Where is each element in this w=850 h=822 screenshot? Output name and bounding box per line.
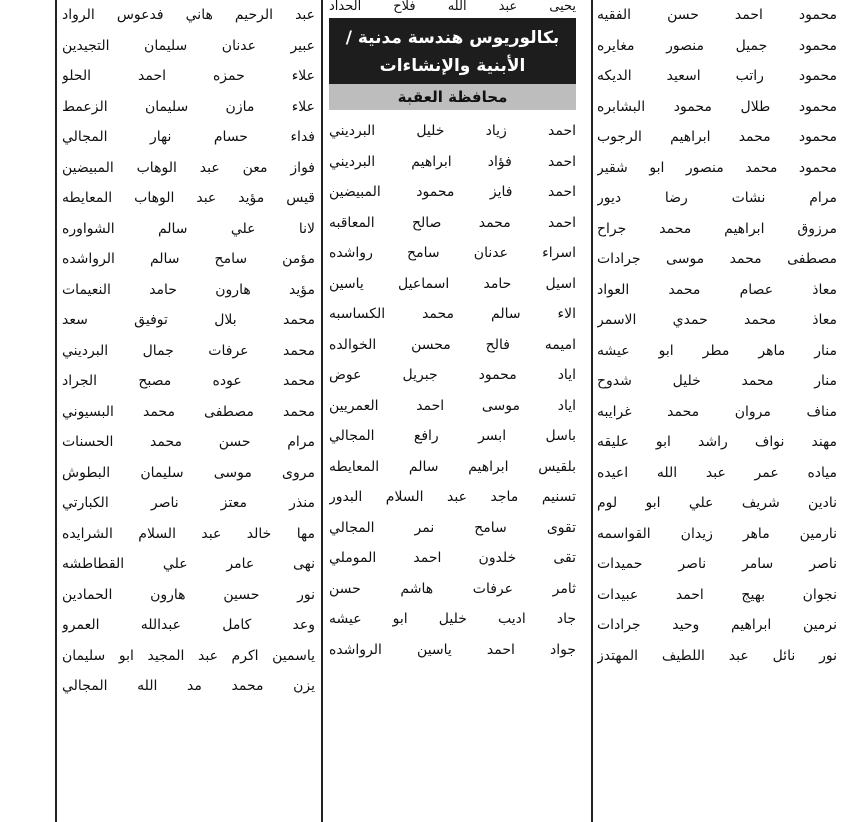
list-item: مناف مروان محمد غرايبه — [597, 403, 837, 420]
list-item: نجوان بهيج احمد عبيدات — [597, 586, 837, 603]
list-item: منار ماهر مطر ابو عيشه — [597, 342, 837, 359]
list-item: محمود جميل منصور مغايره — [597, 37, 837, 54]
list-item: منذر معتز ناصر الكبارتي — [62, 495, 315, 511]
list-item: احمد محمد صالح المعاقبه — [329, 214, 576, 231]
list-item: نور حسين هارون الحمادين — [62, 586, 315, 603]
list-item: نهى عامر علي القطاطشه — [62, 556, 315, 572]
list-item: اميمه فالح محسن الخوالده — [329, 336, 576, 353]
list-item: جواد احمد ياسين الرواشده — [329, 641, 576, 658]
list-item: يزن محمد مد الله المجالي — [62, 678, 315, 694]
list-item: مرزوق ابراهيم محمد جراح — [597, 220, 837, 237]
list-item: احمد فايز محمود المبيضين — [329, 184, 576, 200]
list-item: نرمين ابراهيم وحيد جرادات — [597, 617, 837, 633]
list-item: مرام نشات رضا ديور — [597, 190, 837, 206]
list-item: معاذ محمد حمدي الاسمر — [597, 312, 837, 328]
list-item: نور نائل عبد اللطيف المهتدز — [597, 647, 837, 664]
list-item: محمود راتب اسعيد الديكه — [597, 68, 837, 84]
section-heading-banner — [329, 18, 576, 110]
list-item: نارمين ماهر زيدان القواسمه — [597, 525, 837, 542]
list-item: لانا علي سالم الشواوره — [62, 220, 315, 237]
list-item: مؤيد هارون حامد النعيمات — [62, 281, 315, 298]
banner-title-line1: بكالوريوس هندسة مدنية / — [345, 28, 560, 48]
list-item: مها خالد عبد السلام الشرايده — [62, 525, 315, 542]
list-item: علاء مازن سليمان الزعمط — [62, 98, 315, 115]
list-item: فداء حسام نهار المجالي — [62, 129, 315, 145]
list-item: وعد كامل عبدالله العمرو — [62, 617, 315, 633]
list-item: محمود محمد منصور ابو شقير — [597, 159, 837, 176]
list-item: اسيل حامد اسماعيل ياسين — [329, 275, 576, 292]
list-item: يحيى عبد الله فلاح الحداد — [329, 0, 576, 14]
list-item: مؤمن سامح سالم الرواشده — [62, 251, 315, 267]
list-item: عبد الرحيم هاني فدعوس الرواد — [62, 7, 315, 23]
list-item: تقوى سامح نمر المجالي — [329, 519, 576, 536]
list-item: مهند نواف راشد ابو عليقه — [597, 434, 837, 450]
list-item: الاء سالم محمد الكساسبه — [329, 306, 576, 322]
list-item: محمود محمد ابراهيم الرجوب — [597, 129, 837, 145]
list-item: قيس مؤيد عبد الوهاب المعايطه — [62, 190, 315, 206]
list-item: محمد بلال توفيق سعد — [62, 312, 315, 328]
names-column-left — [62, 0, 315, 702]
list-item: تقى خلدون احمد الموملي — [329, 550, 576, 566]
names-column-right — [597, 0, 837, 671]
list-item: جاد اديب خليل ابو عيشه — [329, 611, 576, 627]
list-item: ناصر سامر ناصر حميدات — [597, 556, 837, 572]
list-item: محمد عرفات جمال البرديني — [62, 342, 315, 359]
list-item: مروى موسى سليمان البطوش — [62, 464, 315, 481]
list-item: اياد موسى احمد العمريين — [329, 397, 576, 414]
banner-title-line2: الأبنية والإنشاءات — [379, 56, 526, 76]
list-item: محمود احمد حسن الفقيه — [597, 7, 837, 23]
names-list — [329, 116, 576, 665]
banner-subtitle: محافظة العقبة — [329, 84, 576, 110]
list-item: اسراء عدنان سامح رواشده — [329, 245, 576, 261]
names-column-middle — [329, 0, 576, 665]
list-item: بلقيس ابراهيم سالم المعايطه — [329, 458, 576, 475]
list-item: علاء حمزه احمد الحلو — [62, 68, 315, 84]
list-item: منار محمد خليل شدوح — [597, 373, 837, 389]
banner-title-block — [329, 18, 576, 84]
list-item: اياد محمود جبريل عوض — [329, 367, 576, 383]
list-item: احمد زياد خليل البرديني — [329, 123, 576, 139]
list-item: مرام حسن محمد الحسنات — [62, 434, 315, 450]
list-item: تسنيم ماجد عبد السلام البدور — [329, 489, 576, 505]
list-item: مياده عمر عبد الله اعيده — [597, 464, 837, 481]
column-divider-middle — [321, 0, 323, 822]
list-item: مصطفى محمد موسى جرادات — [597, 251, 837, 267]
list-item: ياسمين اكرم عبد المجيد ابو سليمان — [62, 647, 315, 664]
column-divider-right — [591, 0, 593, 822]
list-item: محمد عوده مصبح الجراد — [62, 373, 315, 389]
list-item: عبير عدنان سليمان التجيدين — [62, 37, 315, 54]
list-item: محمد مصطفى محمد البسيوني — [62, 403, 315, 420]
list-item: معاذ عصام محمد العواد — [597, 281, 837, 298]
list-item: باسل ابسر رافع المجالي — [329, 428, 576, 444]
list-item: نادين شريف علي ابو لوم — [597, 495, 837, 511]
list-item: احمد فؤاد ابراهيم البرديني — [329, 153, 576, 170]
column-divider-left — [55, 0, 57, 822]
list-item: ثامر عرفات هاشم حسن — [329, 580, 576, 597]
list-item: فواز معن عبد الوهاب المبيضين — [62, 159, 315, 176]
list-item: محمود طلال محمود البشابره — [597, 98, 837, 115]
